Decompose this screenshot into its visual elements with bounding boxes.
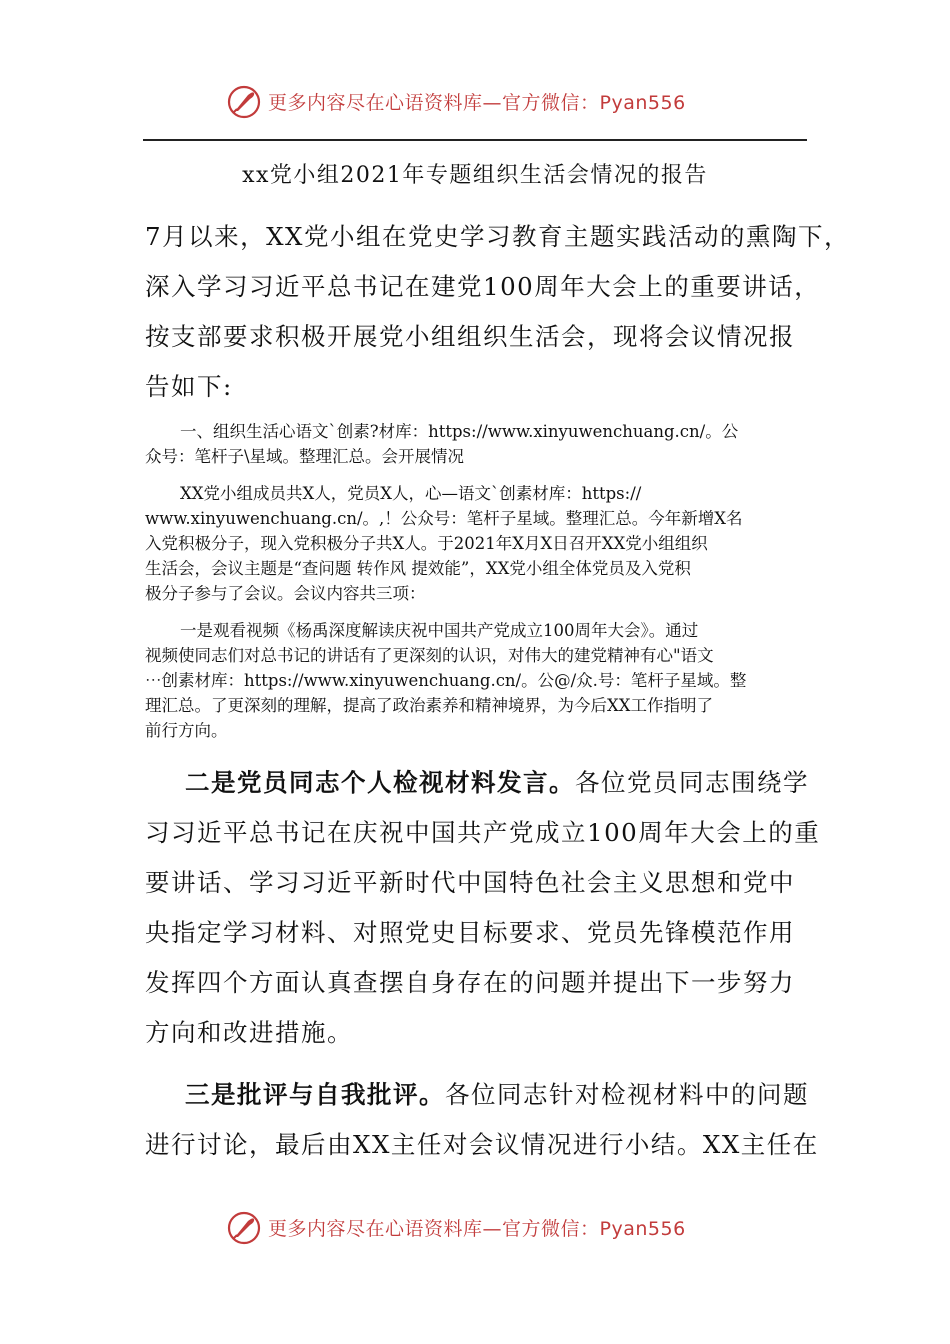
footer-banner <box>0 1208 950 1248</box>
item-two-line: 方向和改进措施。 <box>145 1018 353 1047</box>
banner-text: 更多内容尽在心语资料库—官方微信：Pyan556 <box>268 92 686 114</box>
intro-line: 7月以来，XX党小组在党史学习教育主题实践活动的熏陶下， <box>145 222 850 251</box>
item-one-line: 理汇总。了更深刻的理解，提高了政治素养和精神境界，为今后XX工作指明了 <box>145 696 713 715</box>
item-one-line: ⋯创素材库：https://www.xinyuwenchuang.cn/。公@/众.号：笔杆子星域。整 <box>145 671 747 690</box>
item-one-line: 前行方向。 <box>145 721 228 740</box>
item-two-line: 发挥四个方面认真查摆自身存在的问题并提出下一步努力 <box>145 968 795 997</box>
quill-pen-logo-icon <box>226 1210 262 1246</box>
members-line: 极分子参与了会议。会议内容共三项： <box>145 584 426 603</box>
item-two-heading: 二是党员同志个人检视材料发言。 <box>185 768 575 797</box>
item-two-line: 央指定学习材料、对照党史目标要求、党员先锋模范作用 <box>145 918 795 947</box>
intro-line: 告如下: <box>145 372 233 401</box>
banner-text: 更多内容尽在心语资料库—官方微信：Pyan556 <box>268 1218 686 1240</box>
members-line: www.xinyuwenchuang.cn/。,！公众号：笔杆子星域。整理汇总。今年新增X名 <box>145 509 743 528</box>
item-three-heading: 三是批评与自我批评。 <box>185 1080 445 1109</box>
item-three-line: 进行讨论，最后由XX主任对会议情况进行小结。XX主任在 <box>145 1130 819 1159</box>
section1-heading-line: 众号：笔杆子\星域。整理汇总。会开展情况 <box>145 447 465 466</box>
item-two-first-line <box>185 764 865 799</box>
members-line: XX党小组成员共X人，党员X人，心—语文`创素材库：https:// <box>180 484 642 503</box>
item-two-text: 各位党员同志围绕学 <box>575 768 809 797</box>
intro-line: 深入学习习近平总书记在建党100周年大会上的重要讲话， <box>145 272 821 301</box>
header-rule <box>143 139 807 141</box>
item-three-first-line <box>185 1076 865 1111</box>
item-two-line: 习习近平总书记在庆祝中国共产党成立100周年大会上的重 <box>145 818 821 847</box>
header-banner <box>0 82 950 122</box>
intro-line: 按支部要求积极开展党小组组织生活会，现将会议情况报 <box>145 322 795 351</box>
item-one-line: 一是观看视频《杨禹深度解读庆祝中国共产党成立100周年大会》。通过 <box>180 621 699 640</box>
item-one-line: 视频使同志们对总书记的讲话有了更深刻的认识，对伟大的建党精神有心"语文 <box>145 646 714 665</box>
item-three-text: 各位同志针对检视材料中的问题 <box>445 1080 809 1109</box>
section1-heading-line: 一、组织生活心语文`创素?材库：https://www.xinyuwenchuang.cn/。公 <box>180 422 739 441</box>
members-line: 生活会，会议主题是“查问题 转作风 提效能”，XX党小组全体党员及入党积 <box>145 559 691 578</box>
members-line: 入党积极分子，现入党积极分子共X人。于2021年X月X日召开XX党小组组织 <box>145 534 708 553</box>
quill-pen-logo-icon <box>226 84 262 120</box>
item-two-line: 要讲话、学习习近平新时代中国特色社会主义思想和党中 <box>145 868 795 897</box>
document-title: xx党小组2021年专题组织生活会情况的报告 <box>242 163 708 188</box>
